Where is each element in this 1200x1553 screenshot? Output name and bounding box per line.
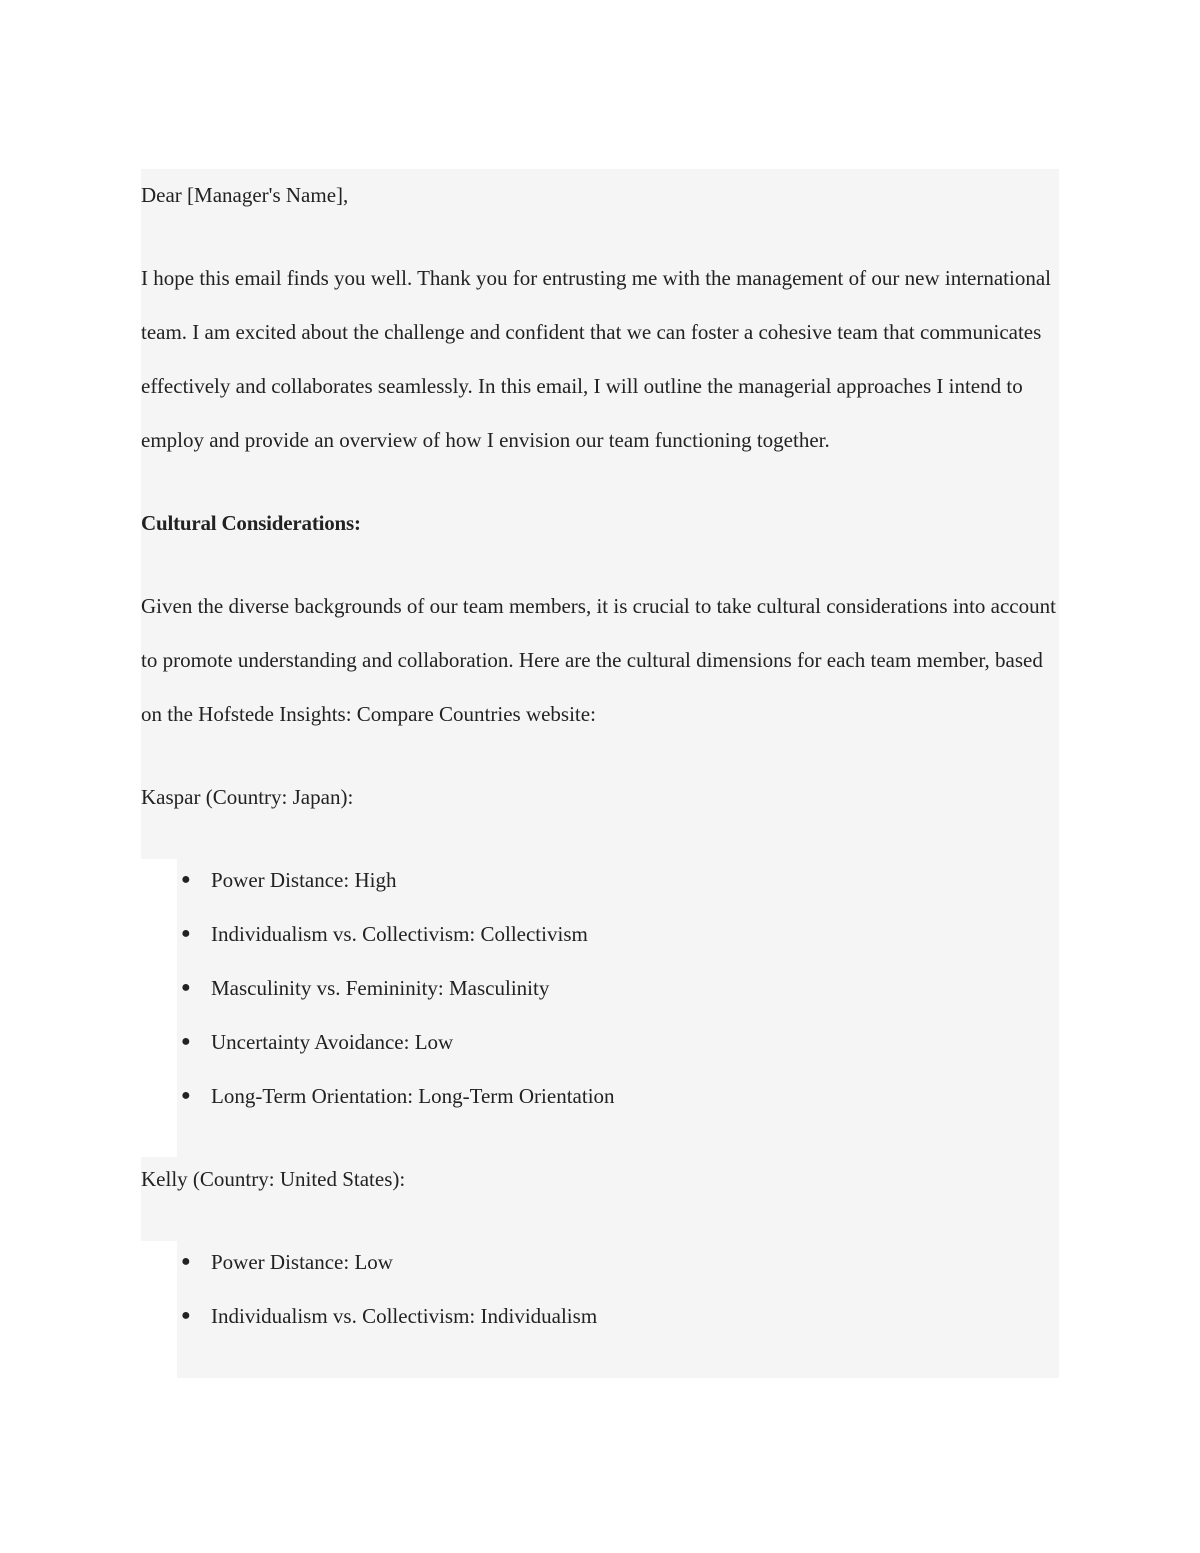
bullet-icon: ● xyxy=(181,1033,191,1050)
list-item xyxy=(141,1289,1059,1343)
dimension-text: Individualism vs. Collectivism: Individualism xyxy=(211,1304,598,1328)
list-item xyxy=(141,1235,1059,1289)
member-label-kelly: Kelly (Country: United States): xyxy=(141,1167,406,1191)
dimension-list-kaspar xyxy=(141,853,1059,1123)
letter-body xyxy=(141,168,1059,1372)
list-item xyxy=(141,853,1059,907)
bullet-icon: ● xyxy=(181,1307,191,1324)
dimension-text: Individualism vs. Collectivism: Collectivism xyxy=(211,922,588,946)
dimension-text: Masculinity vs. Femininity: Masculinity xyxy=(211,976,550,1000)
bullet-icon: ● xyxy=(181,979,191,996)
list-item xyxy=(141,1015,1059,1069)
section-heading: Cultural Considerations: xyxy=(141,511,361,535)
bullet-icon: ● xyxy=(181,1253,191,1270)
member-label-kaspar: Kaspar (Country: Japan): xyxy=(141,785,354,809)
salutation: Dear [Manager's Name], xyxy=(141,183,349,207)
list-item xyxy=(141,1069,1059,1123)
bullet-icon: ● xyxy=(181,925,191,942)
dimension-text: Power Distance: High xyxy=(211,868,397,892)
section-intro-paragraph: Given the diverse backgrounds of our team members, it is crucial to take cultural considerations into account to promote understanding and collaboration. Here are the cultural dimensions for each team member, based on the Hofstede Insights: Compare Countries website: xyxy=(141,594,1056,726)
list-item xyxy=(141,907,1059,961)
intro-paragraph: I hope this email finds you well. Thank you for entrusting me with the management of our new international team. I am excited about the challenge and confident that we can foster a cohesive team that communicates effectively and collaborates seamlessly. In this email, I will outline the managerial approaches I intend to employ and provide an overview of how I envision our team functioning together. xyxy=(141,266,1051,452)
bullet-icon: ● xyxy=(181,871,191,888)
bullet-icon: ● xyxy=(181,1087,191,1104)
dimension-text: Long-Term Orientation: Long-Term Orientation xyxy=(211,1084,615,1108)
dimension-list-kelly xyxy=(141,1235,1059,1343)
list-item xyxy=(141,961,1059,1015)
dimension-text: Power Distance: Low xyxy=(211,1250,393,1274)
dimension-text: Uncertainty Avoidance: Low xyxy=(211,1030,454,1054)
